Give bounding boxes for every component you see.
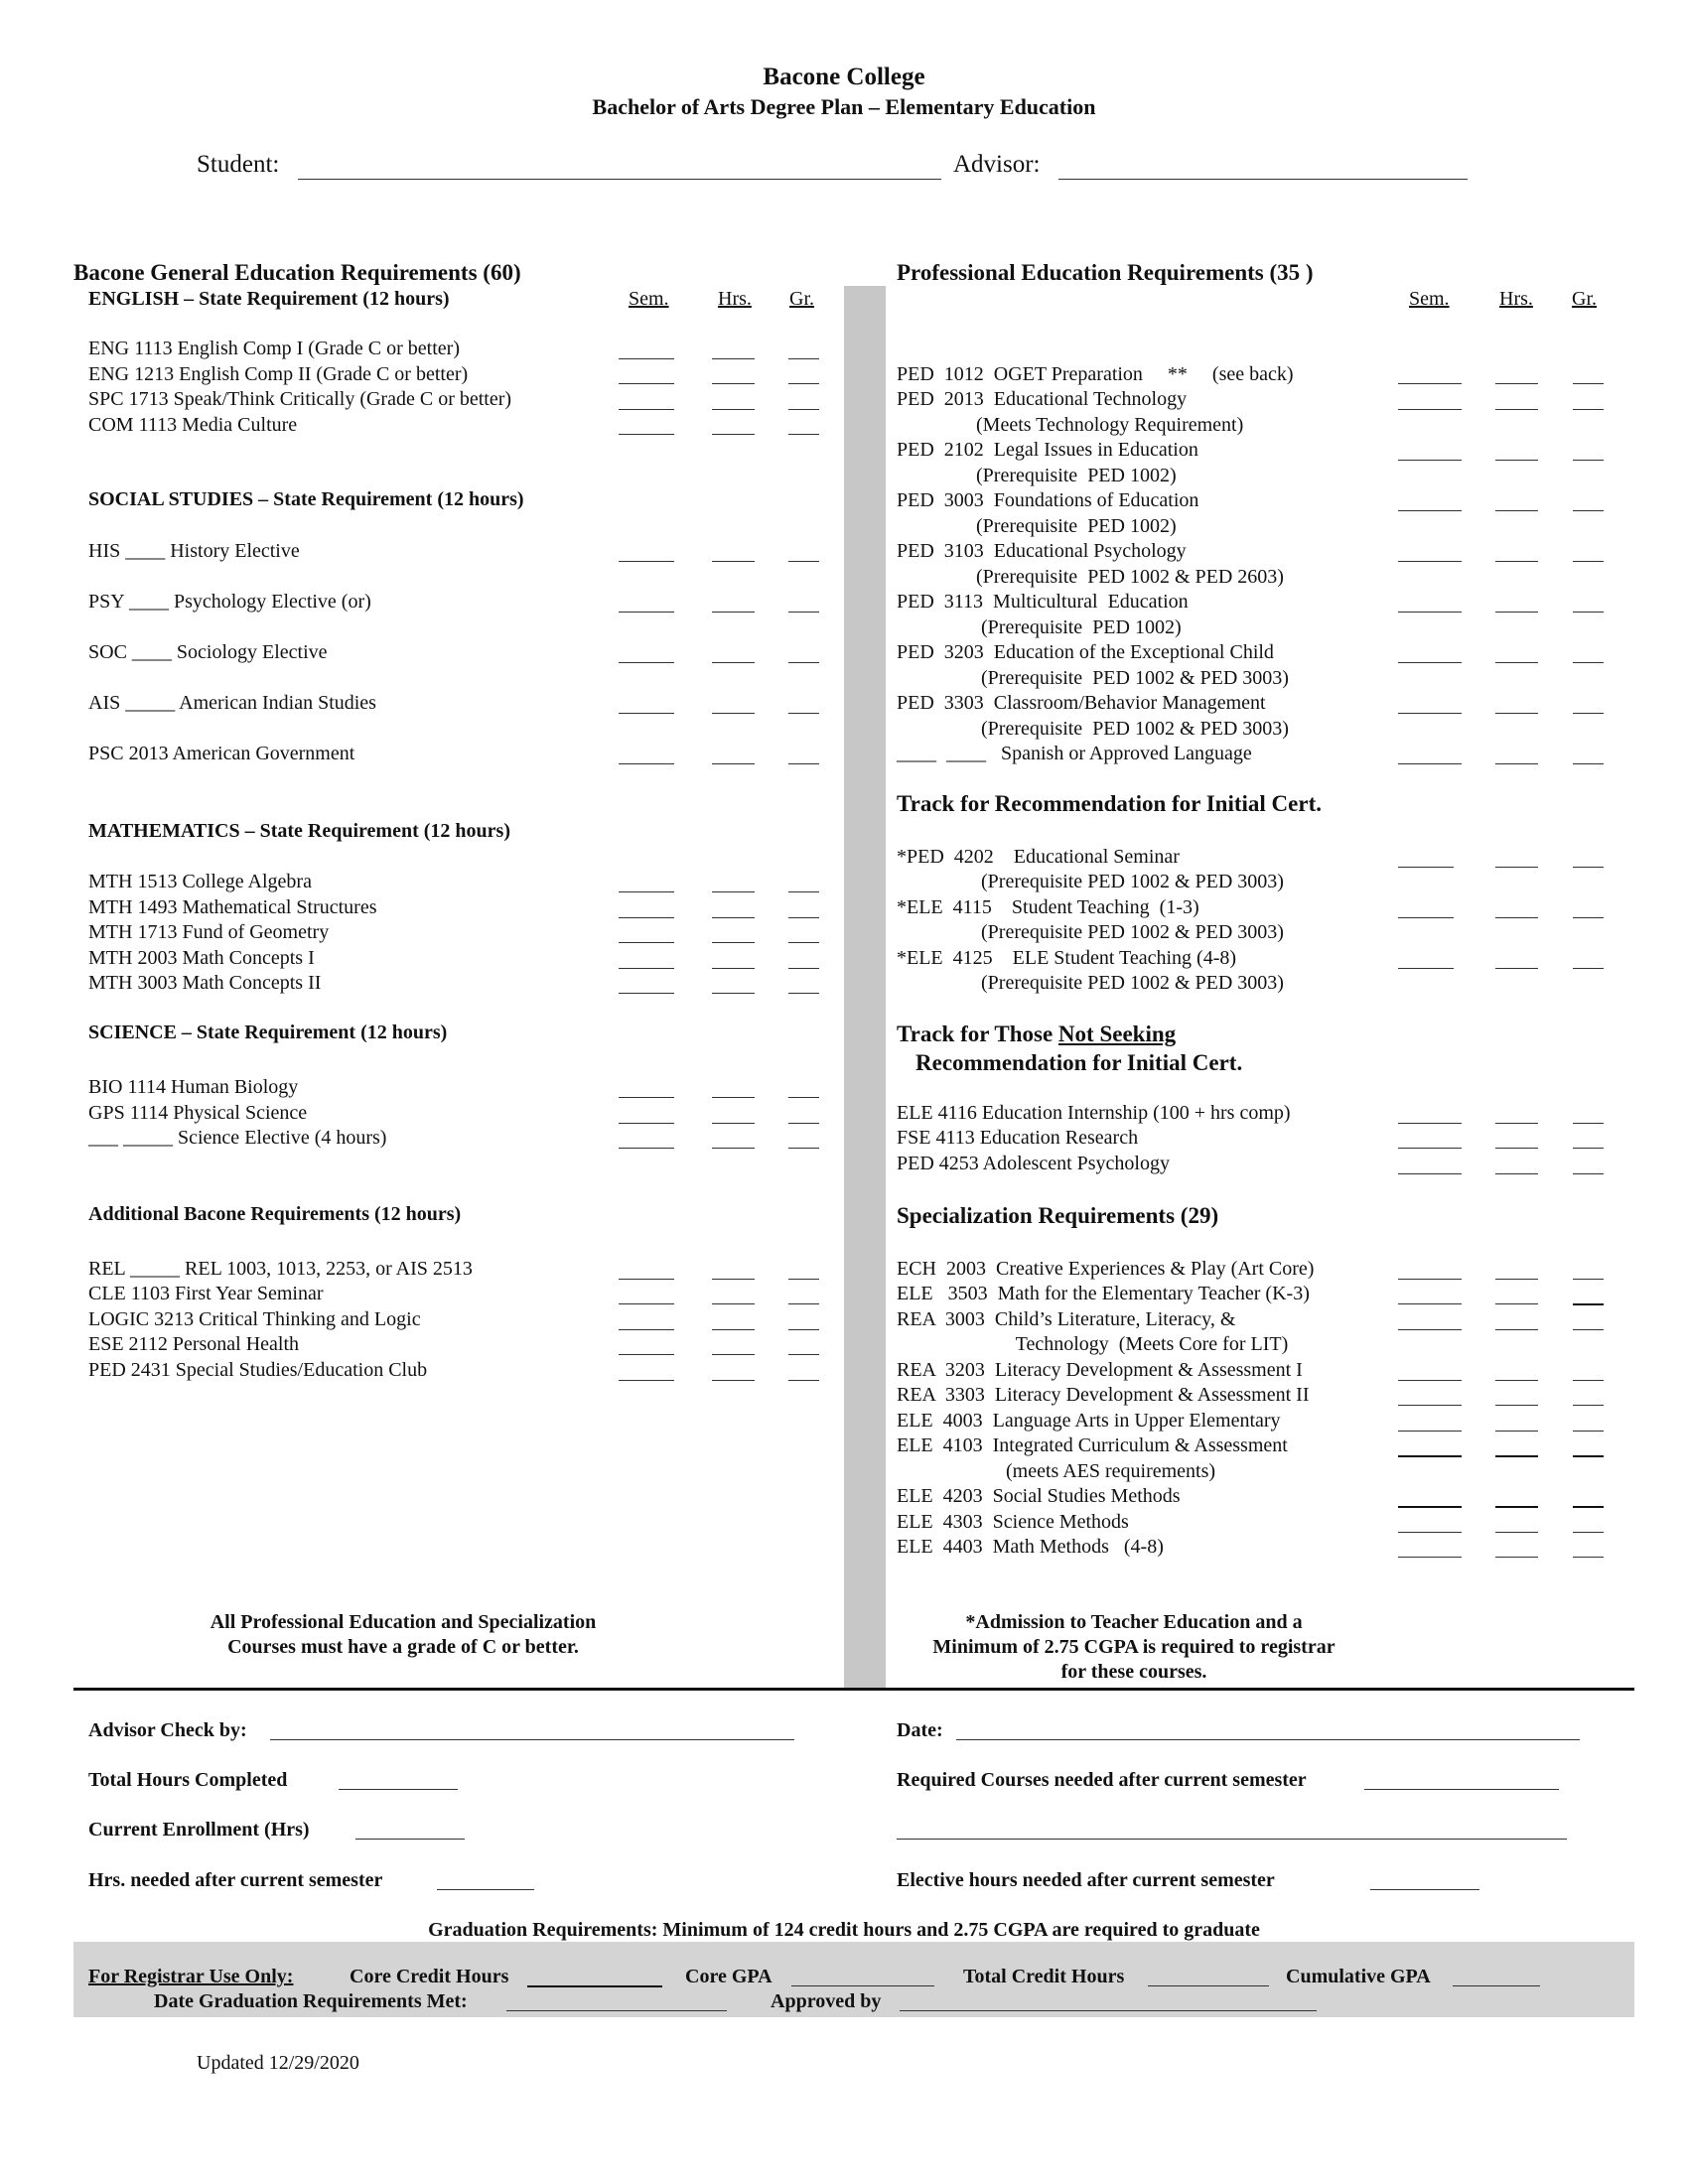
science-heading: SCIENCE – State Requirement (12 hours) [88,1022,448,1043]
hrs-column-head: Hrs. [1499,288,1533,310]
course-row: ____ ____ Spanish or Approved Language [897,743,1252,764]
course-row: PED 3113 Multicultural Education [897,591,1189,613]
admission-note: Minimum of 2.75 CGPA is required to registrar [932,1636,1336,1658]
core-gpa-label: Core GPA [685,1966,773,1987]
course-row: (meets AES requirements) [897,1460,1216,1482]
total-hours-field[interactable] [339,1789,458,1790]
admission-note: *Admission to Teacher Education and a [965,1611,1303,1633]
core-credit-field[interactable] [527,1985,662,1987]
prof-ed-title: Professional Education Requirements (35 ) [897,260,1314,285]
graduation-requirements: Graduation Requirements: Minimum of 124 credit hours and 2.75 CGPA are required to graduate [428,1919,1260,1941]
advisor-check-label: Advisor Check by: [88,1719,247,1741]
grade-note: Courses must have a grade of C or better. [227,1636,579,1658]
cumulative-gpa-field[interactable] [1453,1985,1540,1986]
spec-title: Specialization Requirements (29) [897,1203,1219,1228]
date-grad-field[interactable] [506,2010,727,2011]
advisor-field[interactable] [1058,179,1468,180]
course-row: PED 3003 Foundations of Education [897,489,1199,511]
course-row: PSC 2013 American Government [88,743,355,764]
course-row: (Prerequisite PED 1002 & PED 2603) [897,566,1284,588]
course-row: REA 3003 Child’s Literature, Literacy, & [897,1308,1236,1330]
course-row: (Prerequisite PED 1002 & PED 3003) [897,667,1289,689]
course-row: *ELE 4125 ELE Student Teaching (4-8) [897,947,1237,969]
college-title: Bacone College [763,64,925,90]
course-row: PED 1012 OGET Preparation ** (see back) [897,363,1294,385]
admission-note: for these courses. [1060,1661,1207,1683]
cumulative-gpa-label: Cumulative GPA [1286,1966,1431,1987]
section-divider [73,1688,1634,1691]
course-row: CLE 1103 First Year Seminar [88,1283,324,1304]
student-label: Student: [197,151,280,178]
sem-column-head: Sem. [1409,288,1450,310]
course-row: COM 1113 Media Culture [88,414,298,436]
course-row: REA 3303 Literacy Development & Assessment II [897,1384,1310,1406]
course-row: MTH 1713 Fund of Geometry [88,921,330,943]
course-row: ELE 4103 Integrated Curriculum & Assessment [897,1434,1288,1456]
advisor-check-field[interactable] [270,1739,794,1740]
course-row: PED 3103 Educational Psychology [897,540,1187,562]
elective-hours-field[interactable] [1370,1889,1479,1890]
course-row: ELE 4303 Science Methods [897,1511,1129,1533]
course-row: PED 2431 Special Studies/Education Club [88,1359,428,1381]
total-credit-field[interactable] [1148,1985,1269,1986]
date-grad-label: Date Graduation Requirements Met: [154,1990,468,2012]
social-heading: SOCIAL STUDIES – State Requirement (12 hours) [88,488,524,510]
course-row: ENG 1213 English Comp II (Grade C or better) [88,363,469,385]
course-row: Technology (Meets Core for LIT) [897,1333,1289,1355]
course-row: GPS 1114 Physical Science [88,1102,308,1124]
column-divider [844,286,886,1688]
course-row: HIS ____ History Elective [88,540,300,562]
course-row: PED 3303 Classroom/Behavior Management [897,692,1266,714]
course-row: PED 3203 Education of the Exceptional Child [897,641,1274,663]
course-row: (Prerequisite PED 1002 & PED 3003) [897,718,1289,740]
course-row: LOGIC 3213 Critical Thinking and Logic [88,1308,421,1330]
core-credit-label: Core Credit Hours [350,1966,509,1987]
grade-note: All Professional Education and Specialization [210,1611,597,1633]
course-row: ELE 3503 Math for the Elementary Teacher (K-3) [897,1283,1310,1304]
sem-column-head: Sem. [629,288,669,310]
course-row: (Prerequisite PED 1002 & PED 3003) [897,871,1284,892]
gr-column-head: Gr. [789,288,814,310]
track2-title [897,1022,1176,1047]
course-row: *ELE 4115 Student Teaching (1-3) [897,896,1199,918]
gr-column-head: Gr. [1572,288,1597,310]
hrs-needed-field[interactable] [437,1889,534,1890]
course-row: ENG 1113 English Comp I (Grade C or better) [88,338,460,359]
course-row: ELE 4203 Social Studies Methods [897,1485,1181,1507]
course-row: PED 4253 Adolescent Psychology [897,1153,1170,1174]
course-row: SOC ____ Sociology Elective [88,641,328,663]
course-row: MTH 3003 Math Concepts II [88,972,322,994]
elective-hours-label: Elective hours needed after current semester [897,1869,1275,1891]
updated-date: Updated 12/29/2020 [197,2052,359,2074]
registrar-label: For Registrar Use Only: [88,1966,294,1987]
required-courses-field[interactable] [1364,1789,1559,1790]
course-row: *PED 4202 Educational Seminar [897,846,1180,868]
required-courses-label: Required Courses needed after current semester [897,1769,1307,1791]
advisor-label: Advisor: [953,151,1041,178]
hrs-needed-label: Hrs. needed after current semester [88,1869,383,1891]
course-row: PSY ____ Psychology Elective (or) [88,591,371,613]
course-row: ELE 4403 Math Methods (4-8) [897,1536,1164,1558]
course-row: (Prerequisite PED 1002) [897,465,1177,486]
course-row: PED 2013 Educational Technology [897,388,1188,410]
course-row: (Prerequisite PED 1002) [897,515,1177,537]
course-row: FSE 4113 Education Research [897,1127,1139,1149]
course-row: BIO 1114 Human Biology [88,1076,299,1098]
course-row: MTH 1493 Mathematical Structures [88,896,377,918]
course-row: MTH 2003 Math Concepts I [88,947,315,969]
track1-title: Track for Recommendation for Initial Cert. [897,791,1322,816]
course-row: ___ _____ Science Elective (4 hours) [88,1127,387,1149]
approved-by-field[interactable] [900,2010,1317,2011]
track2-prefix: Track for Those [897,1022,1058,1046]
course-row: (Meets Technology Requirement) [897,414,1244,436]
total-hours-label: Total Hours Completed [88,1769,288,1791]
english-heading: ENGLISH – State Requirement (12 hours) [88,288,450,310]
student-field[interactable] [298,179,941,180]
math-heading: MATHEMATICS – State Requirement (12 hours) [88,820,510,842]
course-row: (Prerequisite PED 1002 & PED 3003) [897,921,1284,943]
degree-plan-title: Bachelor of Arts Degree Plan – Elementary Education [592,94,1096,119]
required-courses-field-2[interactable] [897,1839,1567,1840]
course-row: PED 2102 Legal Issues in Education [897,439,1198,461]
total-credit-label: Total Credit Hours [963,1966,1125,1987]
course-row: REL _____ REL 1003, 1013, 2253, or AIS 2513 [88,1258,473,1280]
course-row: SPC 1713 Speak/Think Critically (Grade C or better) [88,388,512,410]
hrs-column-head: Hrs. [718,288,752,310]
core-gpa-field[interactable] [791,1985,934,1986]
current-enrollment-label: Current Enrollment (Hrs) [88,1819,310,1841]
course-row: REA 3203 Literacy Development & Assessment I [897,1359,1303,1381]
gen-ed-title: Bacone General Education Requirements (60) [73,260,521,285]
course-row: AIS _____ American Indian Studies [88,692,376,714]
date-label: Date: [897,1719,943,1741]
course-row: (Prerequisite PED 1002) [897,616,1182,638]
current-enrollment-field[interactable] [355,1839,465,1840]
course-row: ELE 4116 Education Internship (100 + hrs comp) [897,1102,1291,1124]
date-field[interactable] [956,1739,1580,1740]
course-row: MTH 1513 College Algebra [88,871,312,892]
course-row: ESE 2112 Personal Health [88,1333,300,1355]
track2-underline: Not Seeking [1057,1022,1177,1046]
track2-line2: Recommendation for Initial Cert. [915,1050,1243,1075]
course-row: ECH 2003 Creative Experiences & Play (Art Core) [897,1258,1315,1280]
approved-by-label: Approved by [771,1990,882,2012]
course-row: ELE 4003 Language Arts in Upper Elementary [897,1410,1281,1432]
additional-heading: Additional Bacone Requirements (12 hours) [88,1203,462,1225]
course-row: (Prerequisite PED 1002 & PED 3003) [897,972,1284,994]
